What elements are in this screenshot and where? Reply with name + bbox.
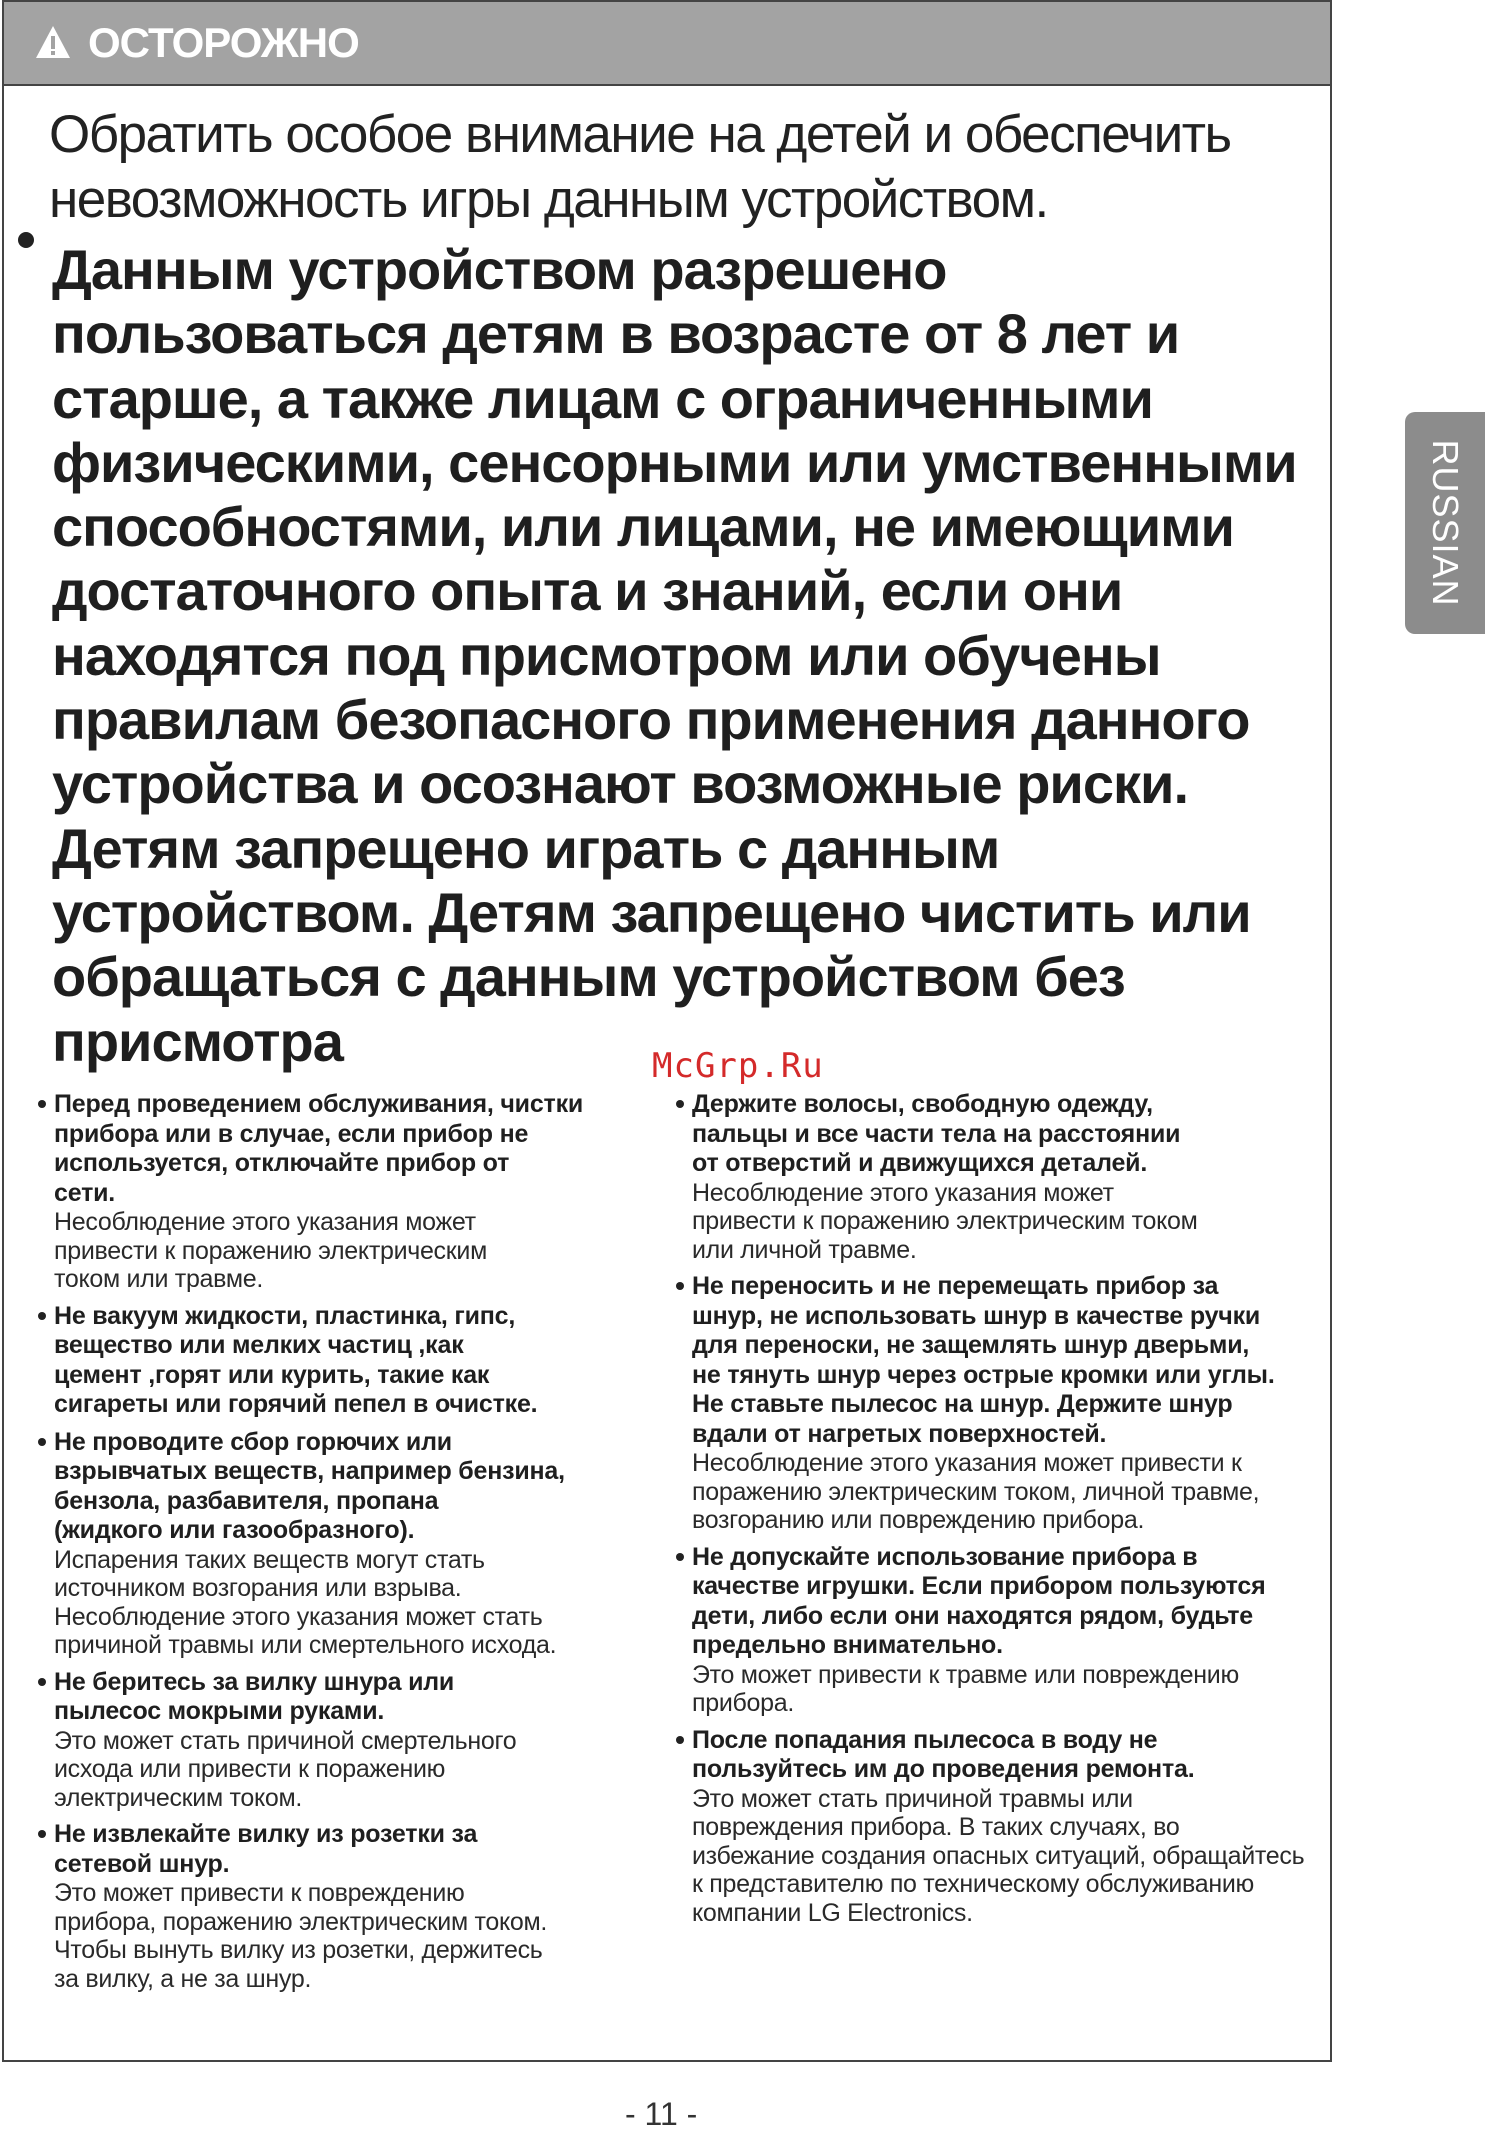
item-note: Несоблюдение этого указания может привести к поражению электрическим током или личной травме. — [692, 1178, 1198, 1264]
watermark: McGrp.Ru — [652, 1046, 824, 1086]
item-note: Несоблюдение этого указания может привести к поражению электрическим током или травме. — [54, 1208, 487, 1293]
bullet-icon — [38, 1678, 46, 1686]
item-note: Это может привести к травме или повреждению прибора. — [692, 1660, 1239, 1717]
bullet-icon — [676, 1100, 684, 1108]
list-item — [34, 1302, 624, 1420]
item-note: Испарения таких веществ могут стать источником возгорания или взрыва. Несоблюдение этого указания может стать причиной травмы или смертельного исхода. — [54, 1545, 557, 1659]
list-item — [672, 1726, 1312, 1928]
bullet-icon — [18, 232, 34, 248]
list-item — [672, 1543, 1312, 1718]
list-item — [34, 1668, 624, 1813]
list-item — [34, 1090, 624, 1294]
item-title: Не переносить и не перемещать прибор за шнур, не использовать шнур в качестве ручки для переноски, не защемлять шнур дверьми, не тянуть шнур через острые кромки или углы. Не ставьте пылесос на шнур. Держите шнур вдали от нагретых поверхностей. — [692, 1272, 1275, 1448]
left-column — [34, 1090, 624, 2001]
item-note: Это может стать причиной травмы или повреждения прибора. В таких случаях, во избежание создания опасных ситуаций, обращайтесь к представителю по техническому обслуживанию компании LG Electronics. — [692, 1784, 1305, 1927]
list-item — [672, 1090, 1312, 1264]
item-title: Не допускайте использование прибора в качестве игрушки. Если прибором пользуются дети, либо если они находятся рядом, будьте предельно внимательно. — [692, 1542, 1266, 1659]
bullet-icon — [676, 1553, 684, 1561]
bullet-icon — [676, 1736, 684, 1744]
item-title: Не вакуум жидкости, пластинка, гипс, вещество или мелких частиц ,как цемент ,горят или курить, такие как сигареты или горячий пепел в очистке. — [54, 1301, 538, 1418]
bullet-icon — [38, 1100, 46, 1108]
caution-header — [4, 2, 1330, 86]
right-column — [672, 1090, 1312, 1935]
bullet-icon — [38, 1312, 46, 1320]
item-note: Несоблюдение этого указания может привести к поражению электрическим током, личной травме, возгоранию или повреждению прибора. — [692, 1449, 1260, 1534]
item-title: Не проводите сбор горючих или взрывчатых веществ, например бензина, бензола, разбавителя, пропана (жидкого или газообразного). — [54, 1427, 565, 1544]
item-title: Не беритесь за вилку шнура или пылесос мокрыми руками. — [54, 1667, 455, 1725]
warning-triangle-icon — [34, 24, 72, 60]
item-title: Не извлекайте вилку из розетки за сетевой шнур. — [54, 1820, 478, 1878]
list-item — [672, 1272, 1312, 1535]
item-note: Это может стать причиной смертельного исхода или привести к поражению электрическим током. — [54, 1726, 517, 1812]
language-tab-label: RUSSIAN — [1425, 439, 1466, 607]
item-title: Перед проведением обслуживания, чистки прибора или в случае, если прибор не используется, отключайте прибор от сети. — [54, 1090, 584, 1207]
bullet-icon — [676, 1282, 684, 1290]
caution-title: ОСТОРОЖНО — [88, 19, 359, 66]
item-title: После попадания пылесоса в воду не пользуйтесь им до проведения ремонта. — [692, 1725, 1195, 1783]
language-tab — [1405, 412, 1485, 634]
lead-text: Обратить особое внимание на детей и обеспечить невозможность игры данным устройством. — [49, 105, 1231, 229]
list-item — [34, 1428, 624, 1660]
page-number: - 11 - — [625, 2096, 698, 2132]
bullet-icon — [38, 1438, 46, 1446]
bullet-icon — [38, 1830, 46, 1838]
children-warning: Данным устройством разрешено пользоваться детям в возрасте от 8 лет и старше, а также лицам с ограниченными физическими, сенсорными или умственными способностями, или лицами, не имеющими достаточного опыта и знаний, если они находятся под присмотром или обучены правилам безопасного применения данного устройства и осознают возможные риски. Детям запрещено играть с данным устройством. Детям запрещено чистить или обращаться с данным устройством без присмотра — [52, 238, 1297, 1073]
item-note: Это может привести к повреждению прибора, поражению электрическим током. Чтобы вынуть вилку из розетки, держитесь за вилку, а не за шнур. — [54, 1879, 548, 1993]
warning-panel — [2, 0, 1332, 2062]
item-title: Держите волосы, свободную одежду, пальцы и все части тела на расстоянии от отверстий и движущихся деталей. — [692, 1090, 1181, 1177]
list-item — [34, 1820, 624, 1993]
